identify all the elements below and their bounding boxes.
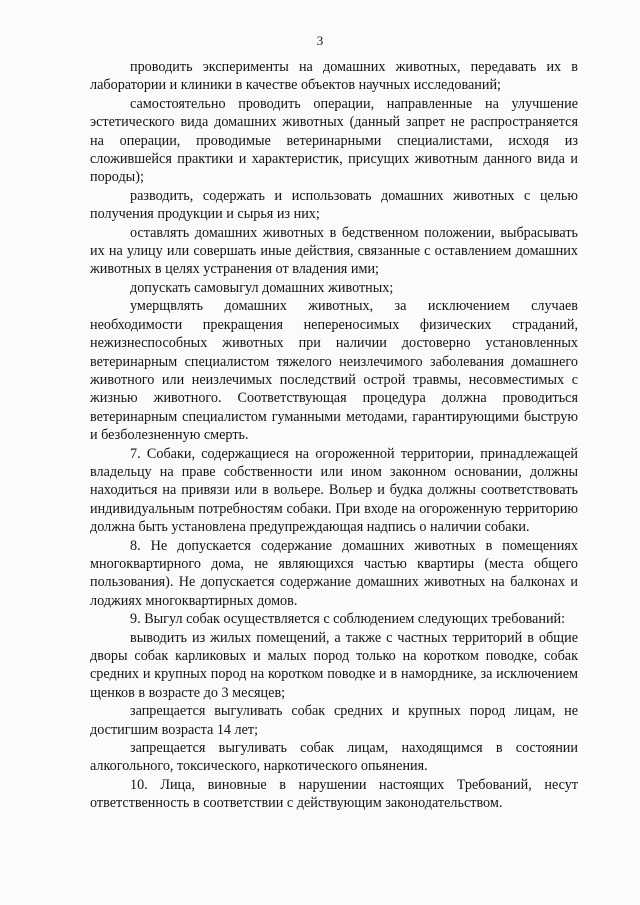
document-body bbox=[90, 58, 578, 813]
paragraph: проводить эксперименты на домашних животных, передавать их в лаборатории и клиники в качестве объектов научных исследований; bbox=[90, 59, 578, 94]
paragraph: самостоятельно проводить операции, направленные на улучшение эстетического вида домашних животных (данный запрет не распространяется на операции, проводимые ветеринарными специалистами, исходя из сложившейся практики и характеристик, присущих животным данного вида и породы); bbox=[90, 95, 578, 186]
page-number: 3 bbox=[316, 33, 324, 48]
paragraph: умерщвлять домашних животных, за исключением случаев необходимости прекращения непереносимых физических страданий, нежизнеспособных животных при наличии достоверно установленных ветеринарным специалистом тяжелого неизлечимого заболевания домашнего животного или неизлечимых последствий острой травмы, несовместимых с жизнью животного. Соответствующая процедура должна проводиться ветеринарным специалистом гуманными методами, гарантирующими быструю и безболезненную смерть. bbox=[90, 298, 578, 444]
paragraph: допускать самовыгул домашних животных; bbox=[130, 279, 394, 296]
paragraph: 10. Лица, виновные в нарушении настоящих Требований, несут ответственность в соответствии с действующим законодательством. bbox=[90, 776, 578, 812]
paragraph: разводить, содержать и использовать домашних животных с целью получения продукции и сырья из них; bbox=[90, 187, 578, 223]
paragraph: оставлять домашних животных в бедственном положении, выбрасывать их на улицу или совершать иные действия, связанные с оставлением домашних животных в целях устранения от владения ими; bbox=[90, 224, 578, 278]
paragraph: запрещается выгуливать собак лицам, находящимся в состоянии алкогольного, токсического, наркотического опьянения. bbox=[90, 740, 578, 775]
paragraph: 9. Выгул собак осуществляется с соблюдением следующих требований: bbox=[130, 611, 566, 628]
paragraph: 7. Собаки, содержащиеся на огороженной территории, принадлежащей владельцу на праве собственности или ином законном основании, должны находиться на привязи или в вольере. Вольер и будка должны соответствовать индивидуальным потребностям собаки. При входе на огороженную территорию должна быть установлена предупреждающая надпись о наличии собаки. bbox=[90, 445, 578, 536]
paragraph: 8. Не допускается содержание домашних животных в помещениях многоквартирного дома, не являющихся частью квартиры (места общего пользования). Не допускается содержание домашних животных на балконах и лоджиях многоквартирных домов. bbox=[90, 537, 578, 609]
paragraph: запрещается выгуливать собак средних и крупных пород лицам, не достигшим возраста 14 лет; bbox=[90, 703, 578, 738]
paragraph: выводить из жилых помещений, а также с частных территорий в общие дворы собак карликовых и малых пород только на коротком поводке, собак средних и крупных пород на коротком поводке и в наморднике, за исключением щенков в возрасте до 3 месяцев; bbox=[90, 629, 578, 701]
